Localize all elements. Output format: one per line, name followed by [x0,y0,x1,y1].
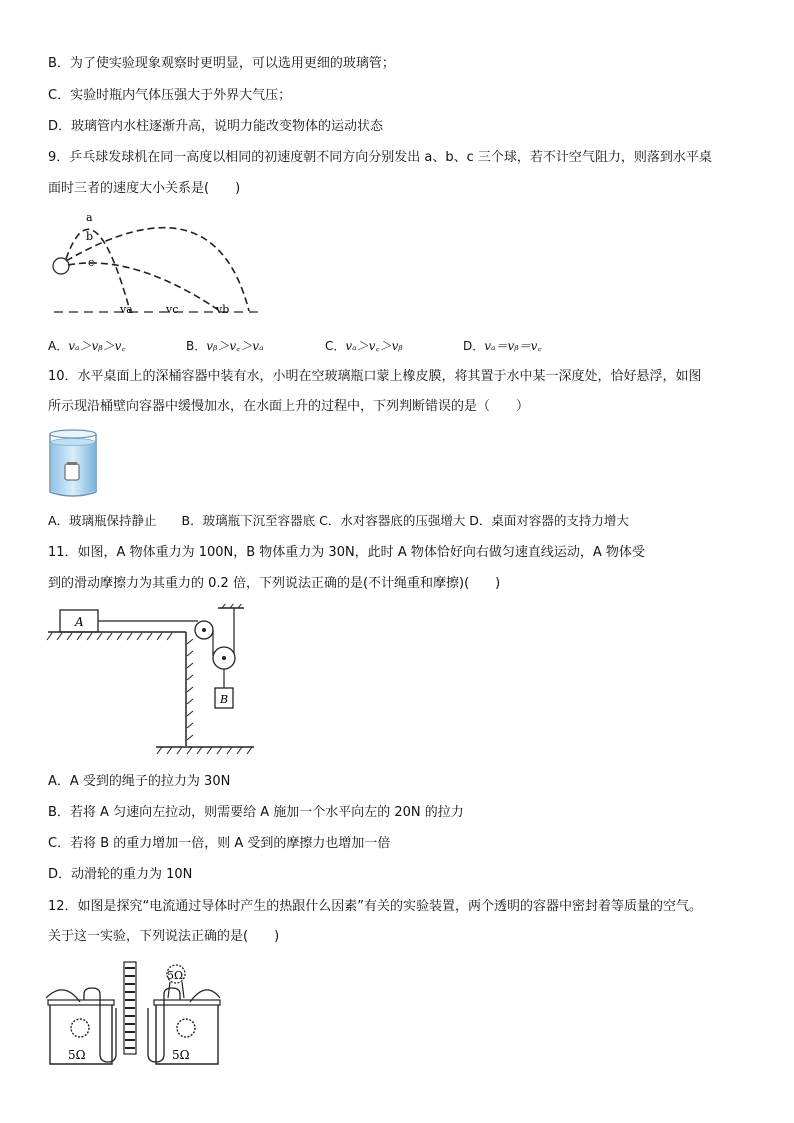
q12-apparatus-figure [44,958,224,1070]
label-vb: vb [216,303,230,316]
wire-top [168,982,184,998]
trajectory-a [66,229,130,311]
glass-bottle [65,464,79,480]
label-va: va [120,303,133,316]
q11-pulley-figure [46,604,261,764]
q8-option-b: B．为了使实验现象观察时更明显，可以选用更细的玻璃管； [48,56,395,71]
q10-stem-line1: 10．水平桌面上的深桶容器中装有水，小明在空玻璃瓶口蒙上橡皮膜，将其置于水中某一深度处，恰好悬浮，如图 [48,369,702,384]
label-b: b [86,230,94,243]
right-resistor-label: 5Ω [172,1048,190,1062]
q9-stem-line2: 面时三者的速度大小关系是( ) [48,181,241,196]
q8-option-d: D．玻璃管内水柱逐渐升高，说明力能改变物体的运动状态 [48,119,384,134]
q9-trajectory-figure [44,205,284,320]
trajectory-b [66,228,249,311]
container-rim [50,430,96,438]
table-hatching [47,633,172,640]
q9-option-d: D．vₐ＝vᵦ＝v꜀ [463,339,542,353]
left-resistor-label: 5Ω [68,1048,86,1062]
trajectory-c [68,263,220,311]
leg-hatching [187,639,193,740]
q10-container-figure [46,428,100,500]
right-heating-coil [177,1019,195,1037]
q10-options: A．玻璃瓶保持静止 B．玻璃瓶下沉至容器底 C．水对容器底的压强增大 D．桌面对容器的支持力增大 [48,513,629,528]
q11-option-a: A．A 受到的绳子的拉力为 30N [48,774,231,789]
label-c: c [88,256,95,269]
q10-stem-line2: 所示现沿桶壁向容器中缓慢加水，在水面上升的过程中，下列判断错误的是（ ） [48,399,530,414]
rubber-film [67,462,77,465]
left-heating-coil [71,1019,89,1037]
label-vc: vc [166,303,179,316]
q11-option-b: B．若将 A 匀速向左拉动，则需要给 A 施加一个水平向左的 20N 的拉力 [48,805,464,820]
q9-stem-line1: 9．乒乓球发球机在同一高度以相同的初速度朝不同方向分别发出 a、b、c 三个球，若不计空气阻力，则落到水平桌 [48,150,712,165]
label-block-a: A [75,615,84,629]
q9-option-a: A．vₐ＞vᵦ＞v꜀ [48,339,126,353]
q11-option-d: D．动滑轮的重力为 10N [48,867,193,882]
q8-option-c: C．实验时瓶内气体压强大于外界大气压； [48,88,292,103]
water-surface [51,439,95,446]
floor-hatching [157,747,252,754]
q9-option-c: C．vₐ＞v꜀＞vᵦ [325,339,403,353]
label-a: a [86,211,93,224]
q12-stem-line1: 12．如图是探究“电流通过导体时产生的热跟什么因素”有关的实验装置，两个透明的容器中密封着等质量的空气。 [48,899,703,914]
label-block-b: B [220,693,229,706]
q11-stem-line2: 到的滑动摩擦力为其重力的 0.2 倍，下列说法正确的是(不计绳重和摩擦)( ) [48,576,501,591]
q11-option-c: C．若将 B 的重力增加一倍，则 A 受到的摩擦力也增加一倍 [48,836,391,851]
q12-stem-line2: 关于这一实验，下列说法正确的是( ) [48,929,280,944]
q11-stem-line1: 11．如图，A 物体重力为 100N，B 物体重力为 30N，此时 A 物体恰好向右做匀速直线运动，A 物体受 [48,545,645,560]
top-resistor-label: 5Ω [167,969,184,982]
q9-option-b: B．vᵦ＞v꜀＞vₐ [186,339,264,353]
